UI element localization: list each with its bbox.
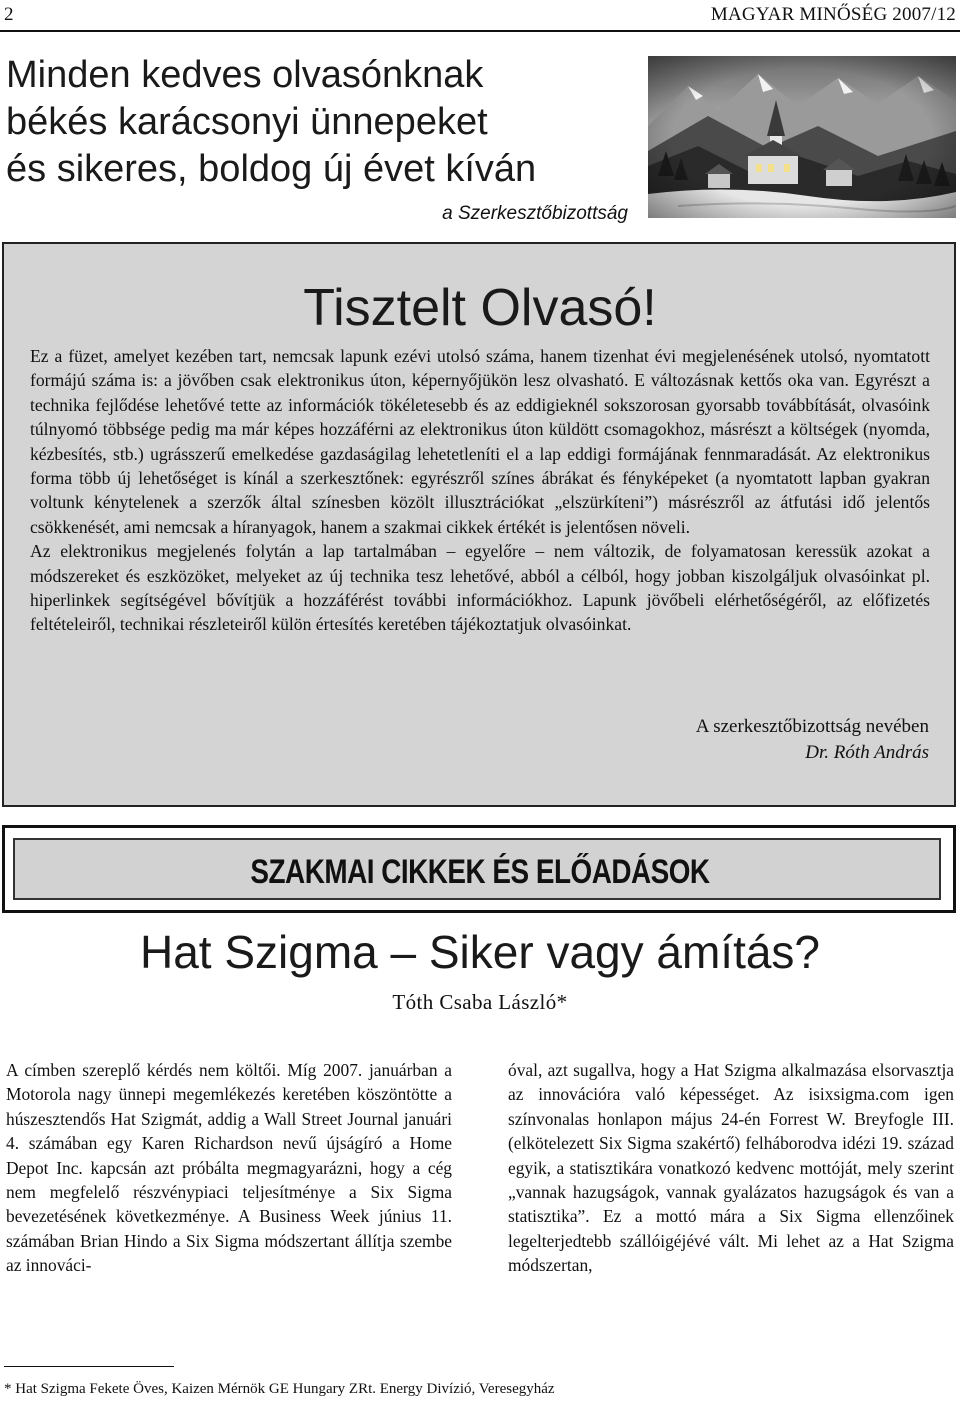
letter-signature-line: A szerkesztőbizottság nevében	[695, 716, 929, 737]
greeting-signature: a Szerkesztőbizottság	[442, 203, 628, 224]
article-column-left	[6, 1058, 452, 1278]
footnote-rule	[4, 1366, 174, 1367]
letter-body	[30, 344, 930, 637]
greeting-text	[6, 52, 626, 193]
journal-issue: MAGYAR MINŐSÉG 2007/12	[710, 4, 956, 25]
article-title: Hat Szigma – Siker vagy ámítás?	[139, 926, 821, 978]
letter-title: Tisztelt Olvasó!	[303, 279, 657, 337]
article-author: Tóth Csaba László*	[392, 990, 568, 1014]
section-title: SZAKMAI CIKKEK ÉS ELŐADÁSOK	[250, 853, 710, 891]
greeting-line: és sikeres, boldog új évet kíván	[6, 148, 537, 190]
letter-paragraph: Az elektronikus megjelenés folytán a lap tartalmában – egyelőre – nem változik, de folyamatosan keressük azokat a módszereket és eszközöket, melyeket az új technika tesz lehetővé, abból a célból, hogy jobban kiszolgáljuk olvasóinkat pl. hiperlinkek segítségével bővítjük a hozzáférést további információkhoz. Lapunk jövőbeli elérhetőségéről, az előfizetés feltételeiről, technikai részleteiről külön értesítés keretében tájékoztatjuk olvasóinkat.	[30, 541, 930, 635]
article-column-right	[508, 1058, 954, 1278]
article-paragraph: óval, azt sugallva, hogy a Hat Szigma alkalmazása elsorvasztja az innovációra való képességet. Az isixsigma.com igen színvonalas honlapon május 24-én Forrest W. Breyfogle III. (elkötelezett Six Sigma szakértő) felháborodva idézi 19. század egyik, a statisztikára vonatkozó kedvenc mottóját, mely szerint „vannak hazugságok, vannak gyalázatos hazugságok és van a statisztika”. Ez a mottó mára a Six Sigma ellenzőinek legelterjedtebb szállóigéjévé vált. Mi lehet az a Hat Szigma módszertan,	[508, 1060, 954, 1276]
greeting-line: Minden kedves olvasónknak	[6, 54, 484, 96]
header-rule	[0, 30, 960, 32]
footnote: * Hat Szigma Fekete Öves, Kaizen Mérnök GE Hungary ZRt. Energy Divízió, Veresegyház	[4, 1381, 555, 1397]
winter-village-image	[648, 56, 956, 218]
greeting-line: békés karácsonyi ünnepeket	[6, 101, 488, 143]
letter-signature-name: Dr. Róth András	[805, 742, 929, 763]
article-paragraph: A címben szereplő kérdés nem költői. Míg 2007. januárban a Motorola nagy ünnepi megemlékezés keretében köszöntötte a húszesztendős Hat Szigmát, addig a Wall Street Journal januári 4. számában egy Karen Richardson nevű újságíró a Home Depot Inc. kapcsán azt próbálta megmagyarázni, hogy a cég nem megfelelő részvénypiaci teljesítménye a Six Sigma bevezetésének következménye. A Business Week június 11. számában Brian Hindo a Six Sigma módszertant állítja szembe az innováci-	[6, 1060, 452, 1276]
page-number: 2	[4, 4, 14, 25]
letter-paragraph: Ez a füzet, amelyet kezében tart, nemcsak lapunk ezévi utolsó száma, hanem tizenhat évi megjelenésének utolsó, nyomtatott formájú száma is: a jövőben csak elektronikus úton, képernyőjükön lesz olvasható. E változásnak kettős oka van. Egyrészt a technika fejlődése lehetővé tette az információk tökéletesebb és az eddigieknél sokszorosan gyorsabb továbbítását, olvasóink túlnyomó többsége pedig ma már képes hozzáférni az elektronikus úton küldött csomagokhoz, másrészt a költségek (nyomda, kézbesítés, stb.) ugrásszerű emelkedése gazdaságilag lehetetleníti el a lap eddigi formájának fennmaradását. Az elektronikus forma több új lehetőséget is kínál a szerkesztőnek: egyrészről színes ábrákat és fényképeket (a nyomtatott lapban gyakran voltunk kénytelenek a szerzők által színesben közölt illusztrációkat „elszürkíteni”) másrészről az átfutási idő jelentős csökkenését, ami nemcsak a híranyagok, hanem a szakmai cikkek értékét is jelentősen növeli.	[30, 346, 930, 537]
